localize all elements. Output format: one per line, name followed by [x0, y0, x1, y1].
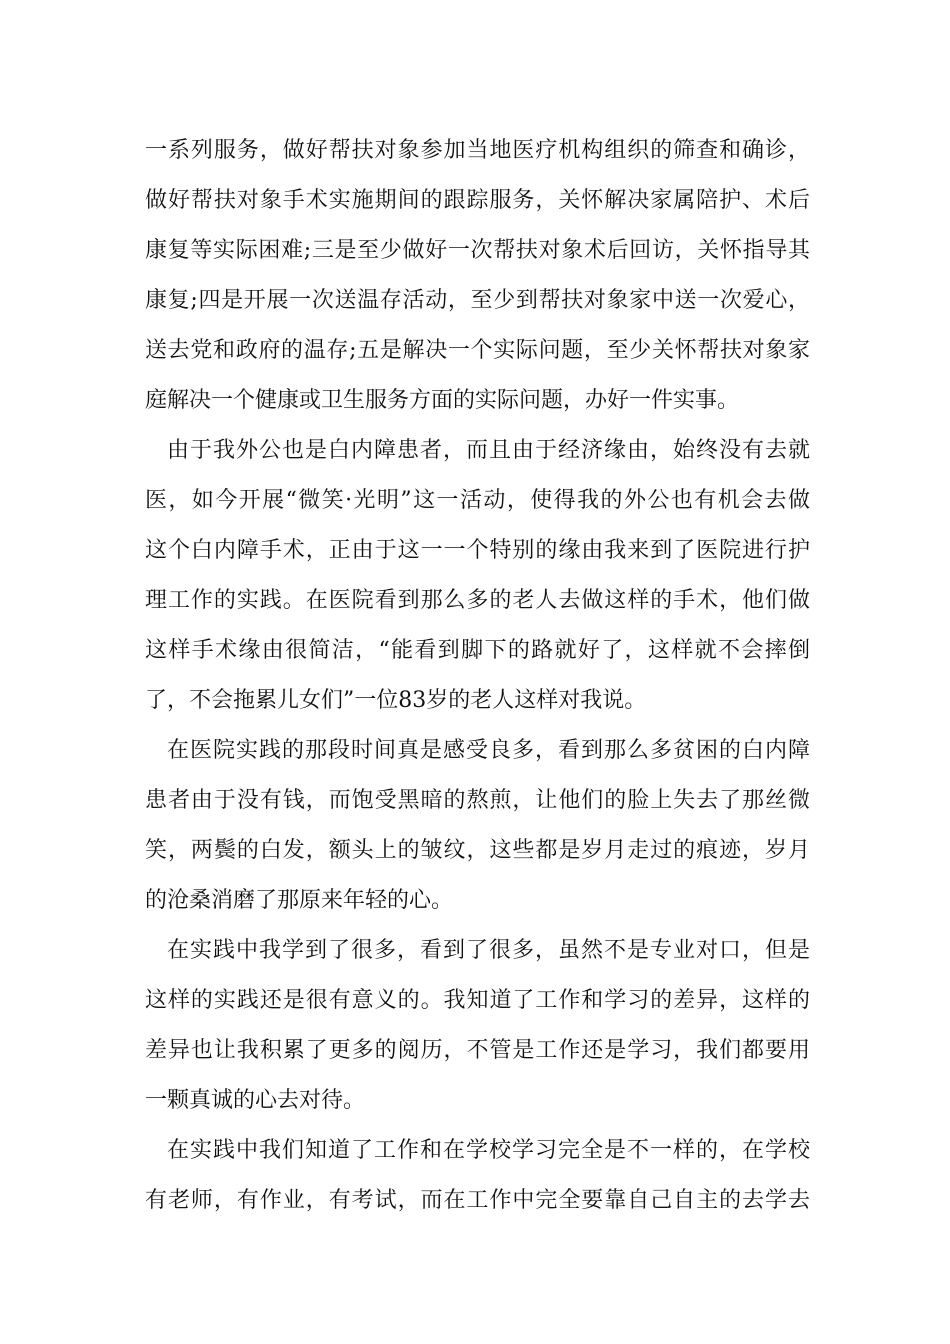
text-line: 了，不会拖累儿女们”一位83岁的老人这样对我说。 [145, 688, 647, 713]
text-line: 的沧桑消磨了那原来年轻的心。 [145, 888, 454, 913]
text-line: 庭解决一个健康或卫生服务方面的实际问题，办好一件实事。 [145, 388, 740, 413]
text-line: 由于我外公也是白内障患者，而且由于经济缘由，始终没有去就 [167, 438, 810, 463]
text-line: 笑，两鬓的白发，额头上的皱纹，这些都是岁月走过的痕迹，岁月 [145, 838, 810, 863]
text-line: 这个白内障手术，正由于这一一个特别的缘由我来到了医院进行护 [145, 538, 810, 563]
text-line: 理工作的实践。在医院看到那么多的老人去做这样的手术，他们做 [145, 588, 810, 613]
text-line: 在实践中我们知道了工作和在学校学习完全是不一样的，在学校 [167, 1138, 810, 1163]
text-line: 一颗真诚的心去对待。 [145, 1088, 366, 1113]
text-line: 医，如今开展“微笑·光明”这一活动，使得我的外公也有机会去做 [145, 488, 810, 513]
text-line: 这样的实践还是很有意义的。我知道了工作和学习的差异，这样的 [145, 988, 810, 1013]
text-line: 送去党和政府的温存;五是解决一个实际问题，至少关怀帮扶对象家 [145, 338, 810, 363]
paragraph-grandfather [145, 426, 810, 726]
text-line: 这样手术缘由很简洁，“能看到脚下的路就好了，这样就不会摔倒 [145, 638, 810, 663]
paragraph-learned [145, 926, 810, 1126]
text-line: 在实践中我学到了很多，看到了很多，虽然不是专业对口，但是 [167, 938, 810, 963]
text-line: 康复;四是开展一次送温存活动，至少到帮扶对象家中送一次爱心， [145, 288, 810, 313]
paragraph-service-items [145, 126, 810, 426]
paragraph-hospital-practice [145, 726, 810, 926]
text-line: 康复等实际困难;三是至少做好一次帮扶对象术后回访，关怀指导其 [145, 238, 810, 263]
text-line: 一系列服务，做好帮扶对象参加当地医疗机构组织的筛查和确诊， [145, 138, 810, 163]
text-line: 做好帮扶对象手术实施期间的跟踪服务，关怀解决家属陪护、术后 [145, 188, 810, 213]
body-text [145, 126, 810, 1226]
text-line: 有老师，有作业，有考试，而在工作中完全要靠自己自主的去学去 [145, 1188, 810, 1213]
text-line: 在医院实践的那段时间真是感受良多，看到那么多贫困的白内障 [167, 738, 810, 763]
text-line: 差异也让我积累了更多的阅历，不管是工作还是学习，我们都要用 [145, 1038, 810, 1063]
text-line: 患者由于没有钱，而饱受黑暗的熬煎，让他们的脸上失去了那丝微 [145, 788, 810, 813]
paragraph-work-vs-school [145, 1126, 810, 1226]
